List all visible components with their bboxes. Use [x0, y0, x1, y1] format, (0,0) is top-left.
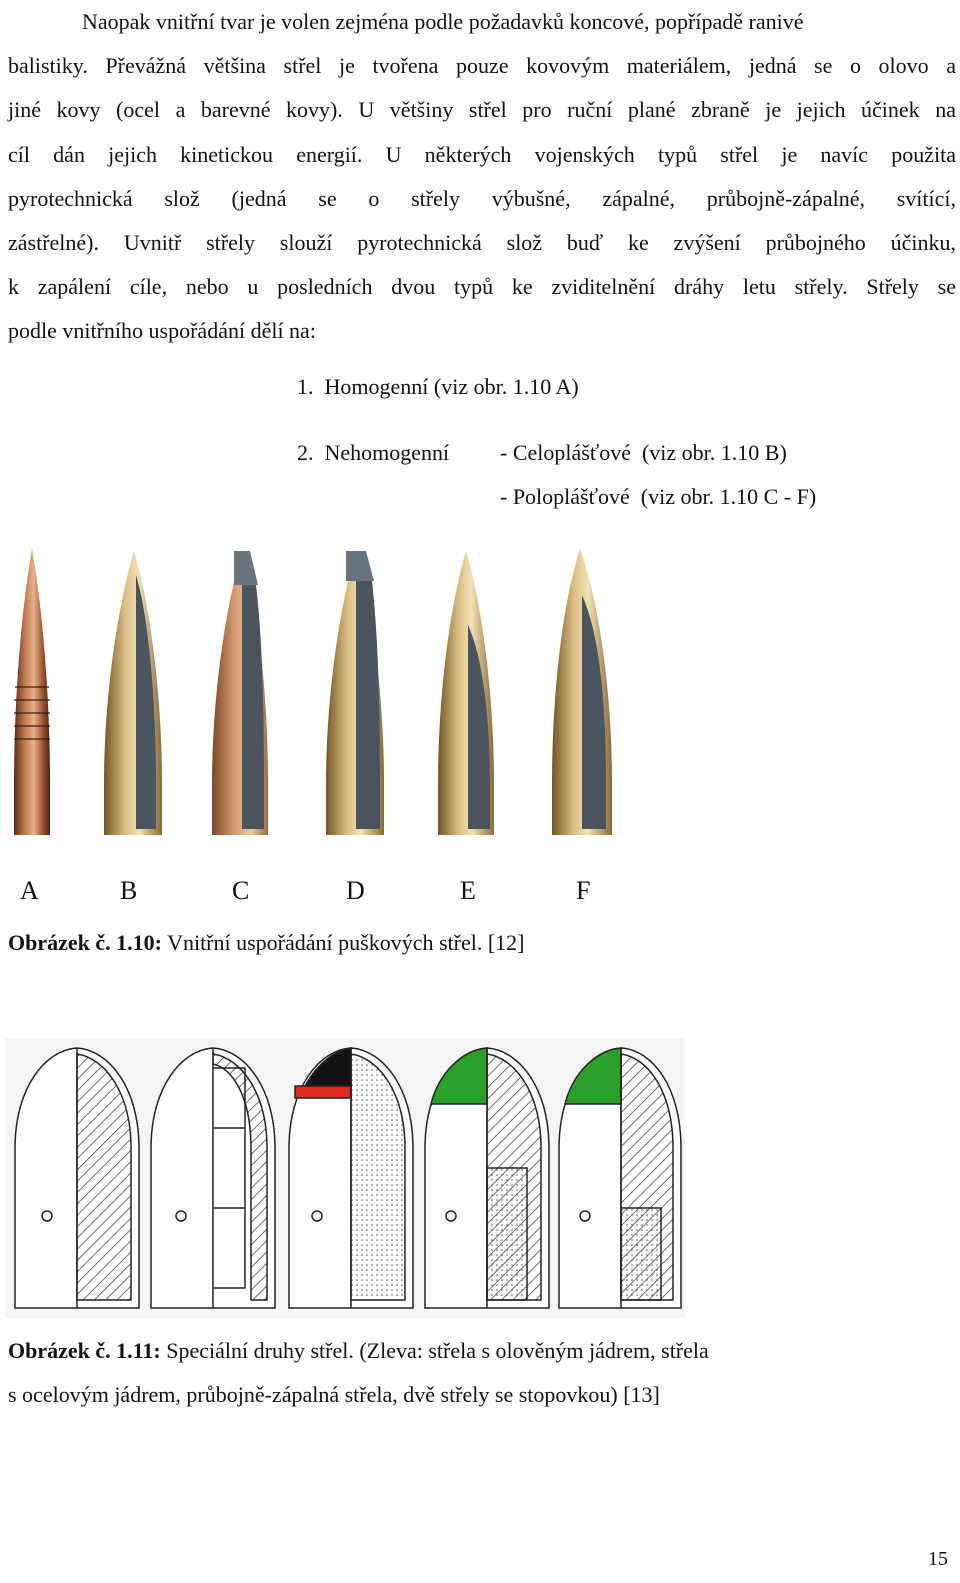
figure-letter: A	[20, 876, 39, 905]
list-item-half-jacket: - Poloplášťové (viz obr. 1.10 C - F)	[500, 484, 817, 509]
drawing-tracer-2	[559, 1048, 681, 1308]
figure-rifle-bullets	[0, 545, 640, 845]
figure-caption-1-11	[8, 1338, 709, 1364]
figure-letter: C	[232, 876, 250, 905]
caption-text: Vnitřní uspořádání puškových střel. [12]	[161, 930, 525, 955]
paragraph-line: balistiky. Převážná většina střel je tvořena pouze kovovým materiálem, jedná se o olovo a	[8, 53, 956, 79]
bullet-a	[14, 549, 50, 835]
bullet-d	[326, 551, 384, 835]
figure-letter: F	[576, 876, 591, 905]
figure-letter: E	[460, 876, 476, 905]
bullet-c	[212, 551, 268, 835]
bullet-f	[552, 549, 612, 835]
drawing-ap-incendiary	[289, 1048, 413, 1308]
paragraph-line: zástřelné). Uvnitř střely slouží pyrotechnická slož buď ke zvýšení průbojného účinku,	[8, 230, 956, 256]
bullet-b	[104, 551, 162, 835]
page-number: 15	[928, 1548, 948, 1570]
figure-letter: D	[346, 876, 365, 905]
list-item-full-jacket: - Celoplášťové (viz obr. 1.10 B)	[500, 440, 787, 465]
paragraph-line: k zapálení cíle, nebo u posledních dvou typů ke zviditelnění dráhy letu střely. Střely se	[8, 274, 956, 300]
drawing-tracer-1	[425, 1048, 549, 1308]
bullet-e	[438, 551, 494, 835]
paragraph-line: jiné kovy (ocel a barevné kovy). U většiny střel pro ruční plané zbraně je jejich účinek na	[8, 97, 956, 123]
paragraph-line: cíl dán jejich kinetickou energií. U některých vojenských typů střel je navíc použita	[8, 141, 956, 167]
list-item-nonhomogeneous: 2. Nehomogenní	[297, 440, 450, 465]
list-item-homogeneous: 1. Homogenní (viz obr. 1.10 A)	[297, 374, 579, 399]
drawing-lead-core	[15, 1048, 139, 1308]
paragraph-line: pyrotechnická slož (jedná se o střely výbušné, zápalné, průbojně-zápalné, svítící,	[8, 185, 956, 211]
paragraph-line: podle vnitřního uspořádání dělí na:	[8, 318, 316, 344]
figure-special-bullets	[5, 1038, 685, 1318]
caption-label: Obrázek č. 1.10:	[8, 930, 162, 955]
figure-caption-1-10	[8, 930, 525, 956]
drawing-steel-core	[151, 1048, 275, 1308]
body-paragraph	[8, 0, 956, 354]
paragraph-line: Naopak vnitřní tvar je volen zejména podle požadavků koncové, popřípadě ranivé	[82, 9, 804, 34]
caption-label: Obrázek č. 1.11:	[8, 1338, 161, 1363]
figure-caption-1-11-line2: s ocelovým jádrem, průbojně-zápalná střela, dvě střely se stopovkou) [13]	[8, 1382, 660, 1407]
caption-text: Speciální druhy střel. (Zleva: střela s olověným jádrem, střela	[160, 1338, 709, 1363]
figure-letter: B	[120, 876, 138, 905]
